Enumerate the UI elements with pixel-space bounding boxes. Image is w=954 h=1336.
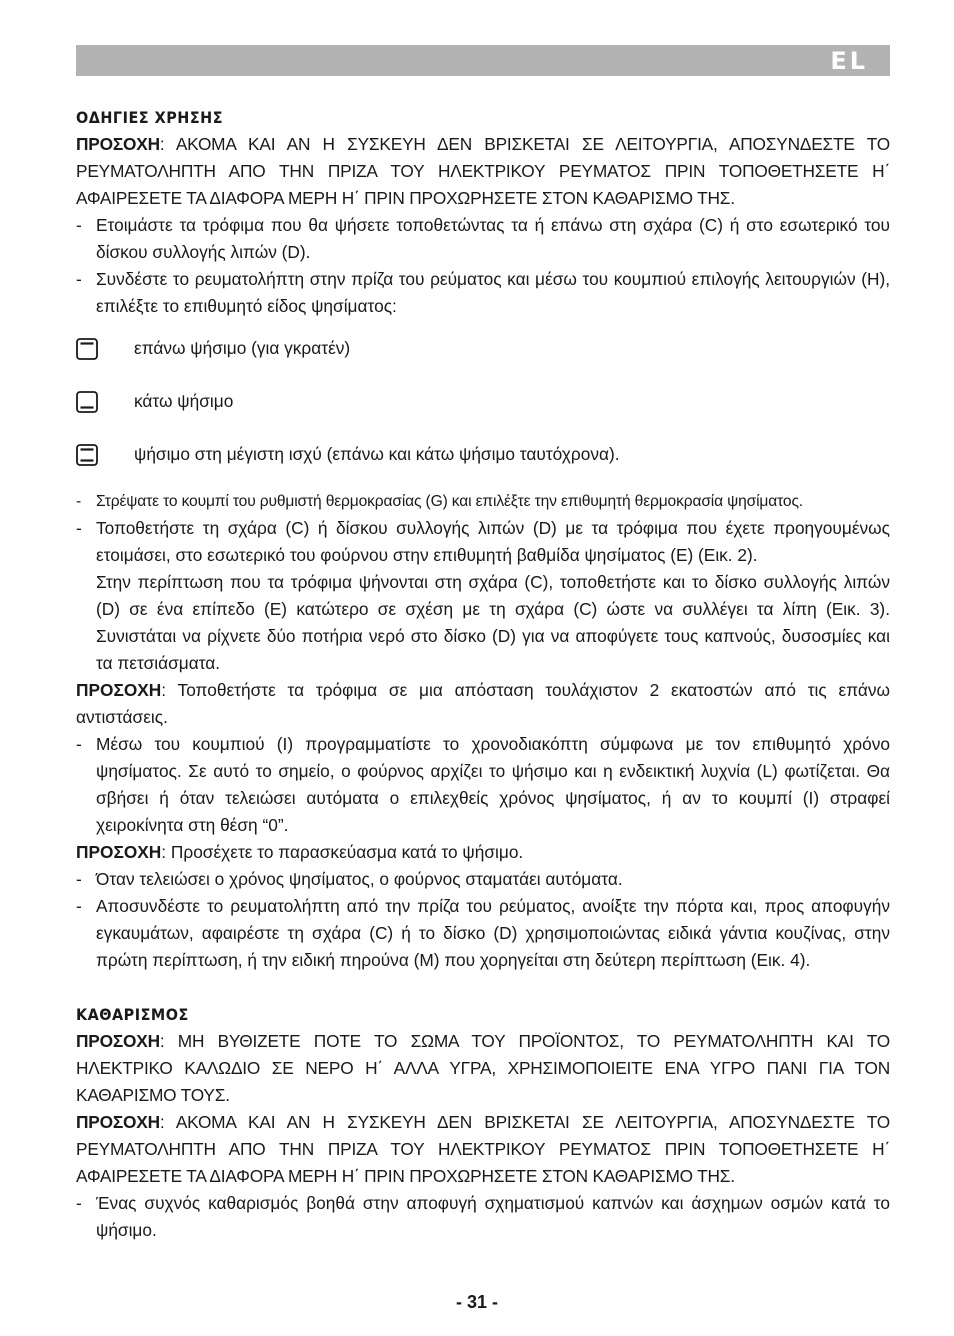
- warning-text: : Τοποθετήστε τα τρόφιμα σε μια απόσταση τουλάχιστον 2 εκατοστών από τις επάνω αντιστάσεις.: [76, 680, 890, 727]
- bullet-dash: -: [76, 1193, 82, 1213]
- bullet-text: Ένας συχνός καθαρισμός βοηθά στην αποφυγή σχηματισμού καπνών και άσχημων οσμών κατά το ψήσιμο.: [96, 1193, 890, 1240]
- warning-label: ΠΡΟΣΟΧΗ: [76, 1031, 160, 1051]
- warning-label: ΠΡΟΣΟΧΗ: [76, 680, 162, 700]
- cleaning-section-title: ΚΑΘΑΡΙΣΜΟΣ: [76, 1005, 189, 1024]
- bullet-dash: -: [76, 493, 82, 510]
- top-heat-icon: [76, 338, 98, 360]
- bottom-heat-icon: [76, 391, 98, 413]
- bullet-text: Όταν τελειώσει ο χρόνος ψησίματος, ο φούρνος σταματάει αυτόματα.: [96, 869, 623, 889]
- top-bottom-heat-icon: [76, 444, 98, 466]
- usage-warning-2: [76, 677, 890, 731]
- usage-bullet-prepare-food: [76, 212, 890, 266]
- cooking-mode-top: [76, 335, 890, 362]
- usage-bullet-place-rack: [76, 515, 890, 569]
- cleaning-bullet-frequent: [76, 1190, 890, 1244]
- warning-text: : ΑΚΟΜΑ ΚΑΙ ΑΝ Η ΣΥΣΚΕΥΗ ΔΕΝ ΒΡΙΣΚΕΤΑΙ ΣΕ ΛΕΙΤΟΥΡΓΙΑ, ΑΠΟΣΥΝΔΕΣΤΕ ΤΟ ΡΕΥΜΑΤΟΛΗΠΤΗ ΑΠΟ ΤΗΝ ΠΡΙΖΑ ΤΟΥ ΗΛΕΚΤΡΙΚΟΥ ΡΕΥΜΑΤΟΣ ΠΡΙΝ ΤΟΠΟΘΕΤΗΣΕΤΕ Η΄ ΑΦΑΙΡΕΣΕΤΕ ΤΑ ΔΙΑΦΟΡΑ ΜΕΡΗ Η΄ ΠΡΙΝ ΠΡΟΧΩΡΗΣΕΤΕ ΣΤΟΝ ΚΑΘΑΡΙΣΜΟ ΤΗΣ.: [76, 134, 890, 208]
- usage-section-title: ΟΔΗΓΙΕΣ ΧΡΗΣΗΣ: [76, 108, 224, 127]
- bullet-text: Συνδέστε το ρευματολήπτη στην πρίζα του ρεύματος και μέσω του κουμπιού επιλογής λειτουργιών (H), επιλέξτε το επιθυμητό είδος ψησίματος:: [96, 269, 890, 316]
- mode-label: ψήσιμο στη μέγιστη ισχύ (επάνω και κάτω ψήσιμο ταυτόχρονα).: [134, 444, 620, 464]
- warning-text: : ΑΚΟΜΑ ΚΑΙ ΑΝ Η ΣΥΣΚΕΥΗ ΔΕΝ ΒΡΙΣΚΕΤΑΙ ΣΕ ΛΕΙΤΟΥΡΓΙΑ, ΑΠΟΣΥΝΔΕΣΤΕ ΤΟ ΡΕΥΜΑΤΟΛΗΠΤΗ ΑΠΟ ΤΗΝ ΠΡΙΖΑ ΤΟΥ ΗΛΕΚΤΡΙΚΟΥ ΡΕΥΜΑΤΟΣ ΠΡΙΝ ΤΟΠΟΘΕΤΗΣΕΤΕ Η΄ ΑΦΑΙΡΕΣΕΤΕ ΤΑ ΔΙΑΦΟΡΑ ΜΕΡΗ Η΄ ΠΡΙΝ ΠΡΟΧΩΡΗΣΕΤΕ ΣΤΟΝ ΚΑΘΑΡΙΣΜΟ ΤΗΣ.: [76, 1112, 890, 1186]
- usage-bullet-auto-stop: [76, 866, 890, 893]
- language-tag: EL: [830, 47, 868, 75]
- cooking-mode-top-bottom: [76, 441, 890, 468]
- cleaning-warning-1: [76, 1028, 890, 1109]
- header-bar: [76, 45, 890, 76]
- mode-label: επάνω ψήσιμο (για γκρατέν): [134, 338, 351, 358]
- bullet-text: Αποσυνδέστε το ρευματολήπτη από την πρίζα του ρεύματος, ανοίξτε την πόρτα και, προς αποφυγήν εγκαυμάτων, αφαιρέστε τη σχάρα (C) ή το δίσκο (D) χρησιμοποιώντας ειδικά γάντια κουζίνας, στην πρώτη περίπτωση, ή την ειδική πηρούνα (M) που χορηγείται στη δεύτερη περίπτωση (Εικ. 4).: [96, 896, 890, 970]
- section-spacer: [76, 974, 890, 1001]
- bullet-text: Στρέψατε το κουμπί του ρυθμιστή θερμοκρασίας (G) και επιλέξτε την επιθυμητή θερμοκρασία ψησίματος.: [96, 493, 803, 510]
- bullet-dash: -: [76, 734, 82, 754]
- mode-label: κάτω ψήσιμο: [134, 391, 234, 411]
- warning-label: ΠΡΟΣΟΧΗ: [76, 1112, 160, 1132]
- bullet-dash: -: [76, 269, 82, 289]
- page-number: - 31 -: [455, 1292, 498, 1312]
- warning-label: ΠΡΟΣΟΧΗ: [76, 134, 160, 154]
- page-content: [76, 104, 890, 1244]
- bullet-text: Μέσω του κουμπιού (I) προγραμματίστε το χρονοδιακόπτη σύμφωνα με τον επιθυμητό χρόνο ψησίματος. Σε αυτό το σημείο, ο φούρνος αρχίζει το ψήσιμο και η ενδεικτική λυχνία (L) φωτίζεται. Θα σβήσει ή όταν τελειώσει αυτόματα ο επιλεχθείς χρόνος ψησίματος, ή αν το κουμπί (I) στραφεί χειροκίνητα στη θέση “0”.: [96, 734, 890, 835]
- usage-bullet-select-mode: [76, 266, 890, 320]
- usage-bullet-temperature: [76, 488, 890, 515]
- cooking-mode-bottom: [76, 388, 890, 415]
- warning-text: : ΜΗ ΒΥΘΙΖΕΤΕ ΠΟΤΕ ΤΟ ΣΩΜΑ ΤΟΥ ΠΡΟΪΟΝΤΟΣ, ΤΟ ΡΕΥΜΑΤΟΛΗΠΤΗ ΚΑΙ ΤΟ ΗΛΕΚΤΡΙΚΟ ΚΑΛΩΔΙΟ ΣΕ ΝΕΡΟ Η΄ ΑΛΛΑ ΥΓΡΑ, ΧΡΗΣΙΜΟΠΟΙΕΙΤΕ ΕΝΑ ΥΓΡΟ ΠΑΝΙ ΓΙΑ ΤΟΝ ΚΑΘΑΡΙΣΜΟ ΤΟΥΣ.: [76, 1031, 890, 1105]
- bullet-text: Τοποθετήστε τη σχάρα (C) ή δίσκου συλλογής λιπών (D) με τα τρόφιμα που έχετε προηγουμένως ετοιμάσει, στο εσωτερικό του φούρνου στην επιθυμητή βαθμίδα ψησίματος (E) (Εικ. 2).: [96, 518, 890, 565]
- cooking-modes-list: [76, 335, 890, 468]
- usage-warning-3: [76, 839, 890, 866]
- cleaning-warning-2: [76, 1109, 890, 1190]
- bullet-dash: -: [76, 518, 82, 538]
- bullet-dash: -: [76, 896, 82, 916]
- usage-warning-1: [76, 131, 890, 212]
- usage-bullet-timer: [76, 731, 890, 839]
- usage-bullet-remove-food: [76, 893, 890, 974]
- bullet-dash: -: [76, 215, 82, 235]
- usage-bullet-place-rack-continued: Στην περίπτωση που τα τρόφιμα ψήνονται στη σχάρα (C), τοποθετήστε και το δίσκο συλλογής λιπών (D) σε ένα επίπεδο (E) κατώτερο σε σχέση με τη σχάρα (C) ώστε να συλλέγει τα λίπη (Εικ. 3). Συνιστάται να ρίχνετε δύο ποτήρια νερό στο δίσκο (D) για να αποφύγετε τους καπνούς, δυσοσμίες και τα πετσιάσματα.: [96, 572, 890, 673]
- warning-text: : Προσέχετε το παρασκεύασμα κατά το ψήσιμο.: [161, 842, 524, 862]
- warning-label: ΠΡΟΣΟΧΗ: [76, 842, 162, 862]
- bullet-text: Ετοιμάστε τα τρόφιμα που θα ψήσετε τοποθετώντας τα ή επάνω στη σχάρα (C) ή στο εσωτερικό του δίσκου συλλογής λιπών (D).: [96, 215, 890, 262]
- bullet-dash: -: [76, 869, 82, 889]
